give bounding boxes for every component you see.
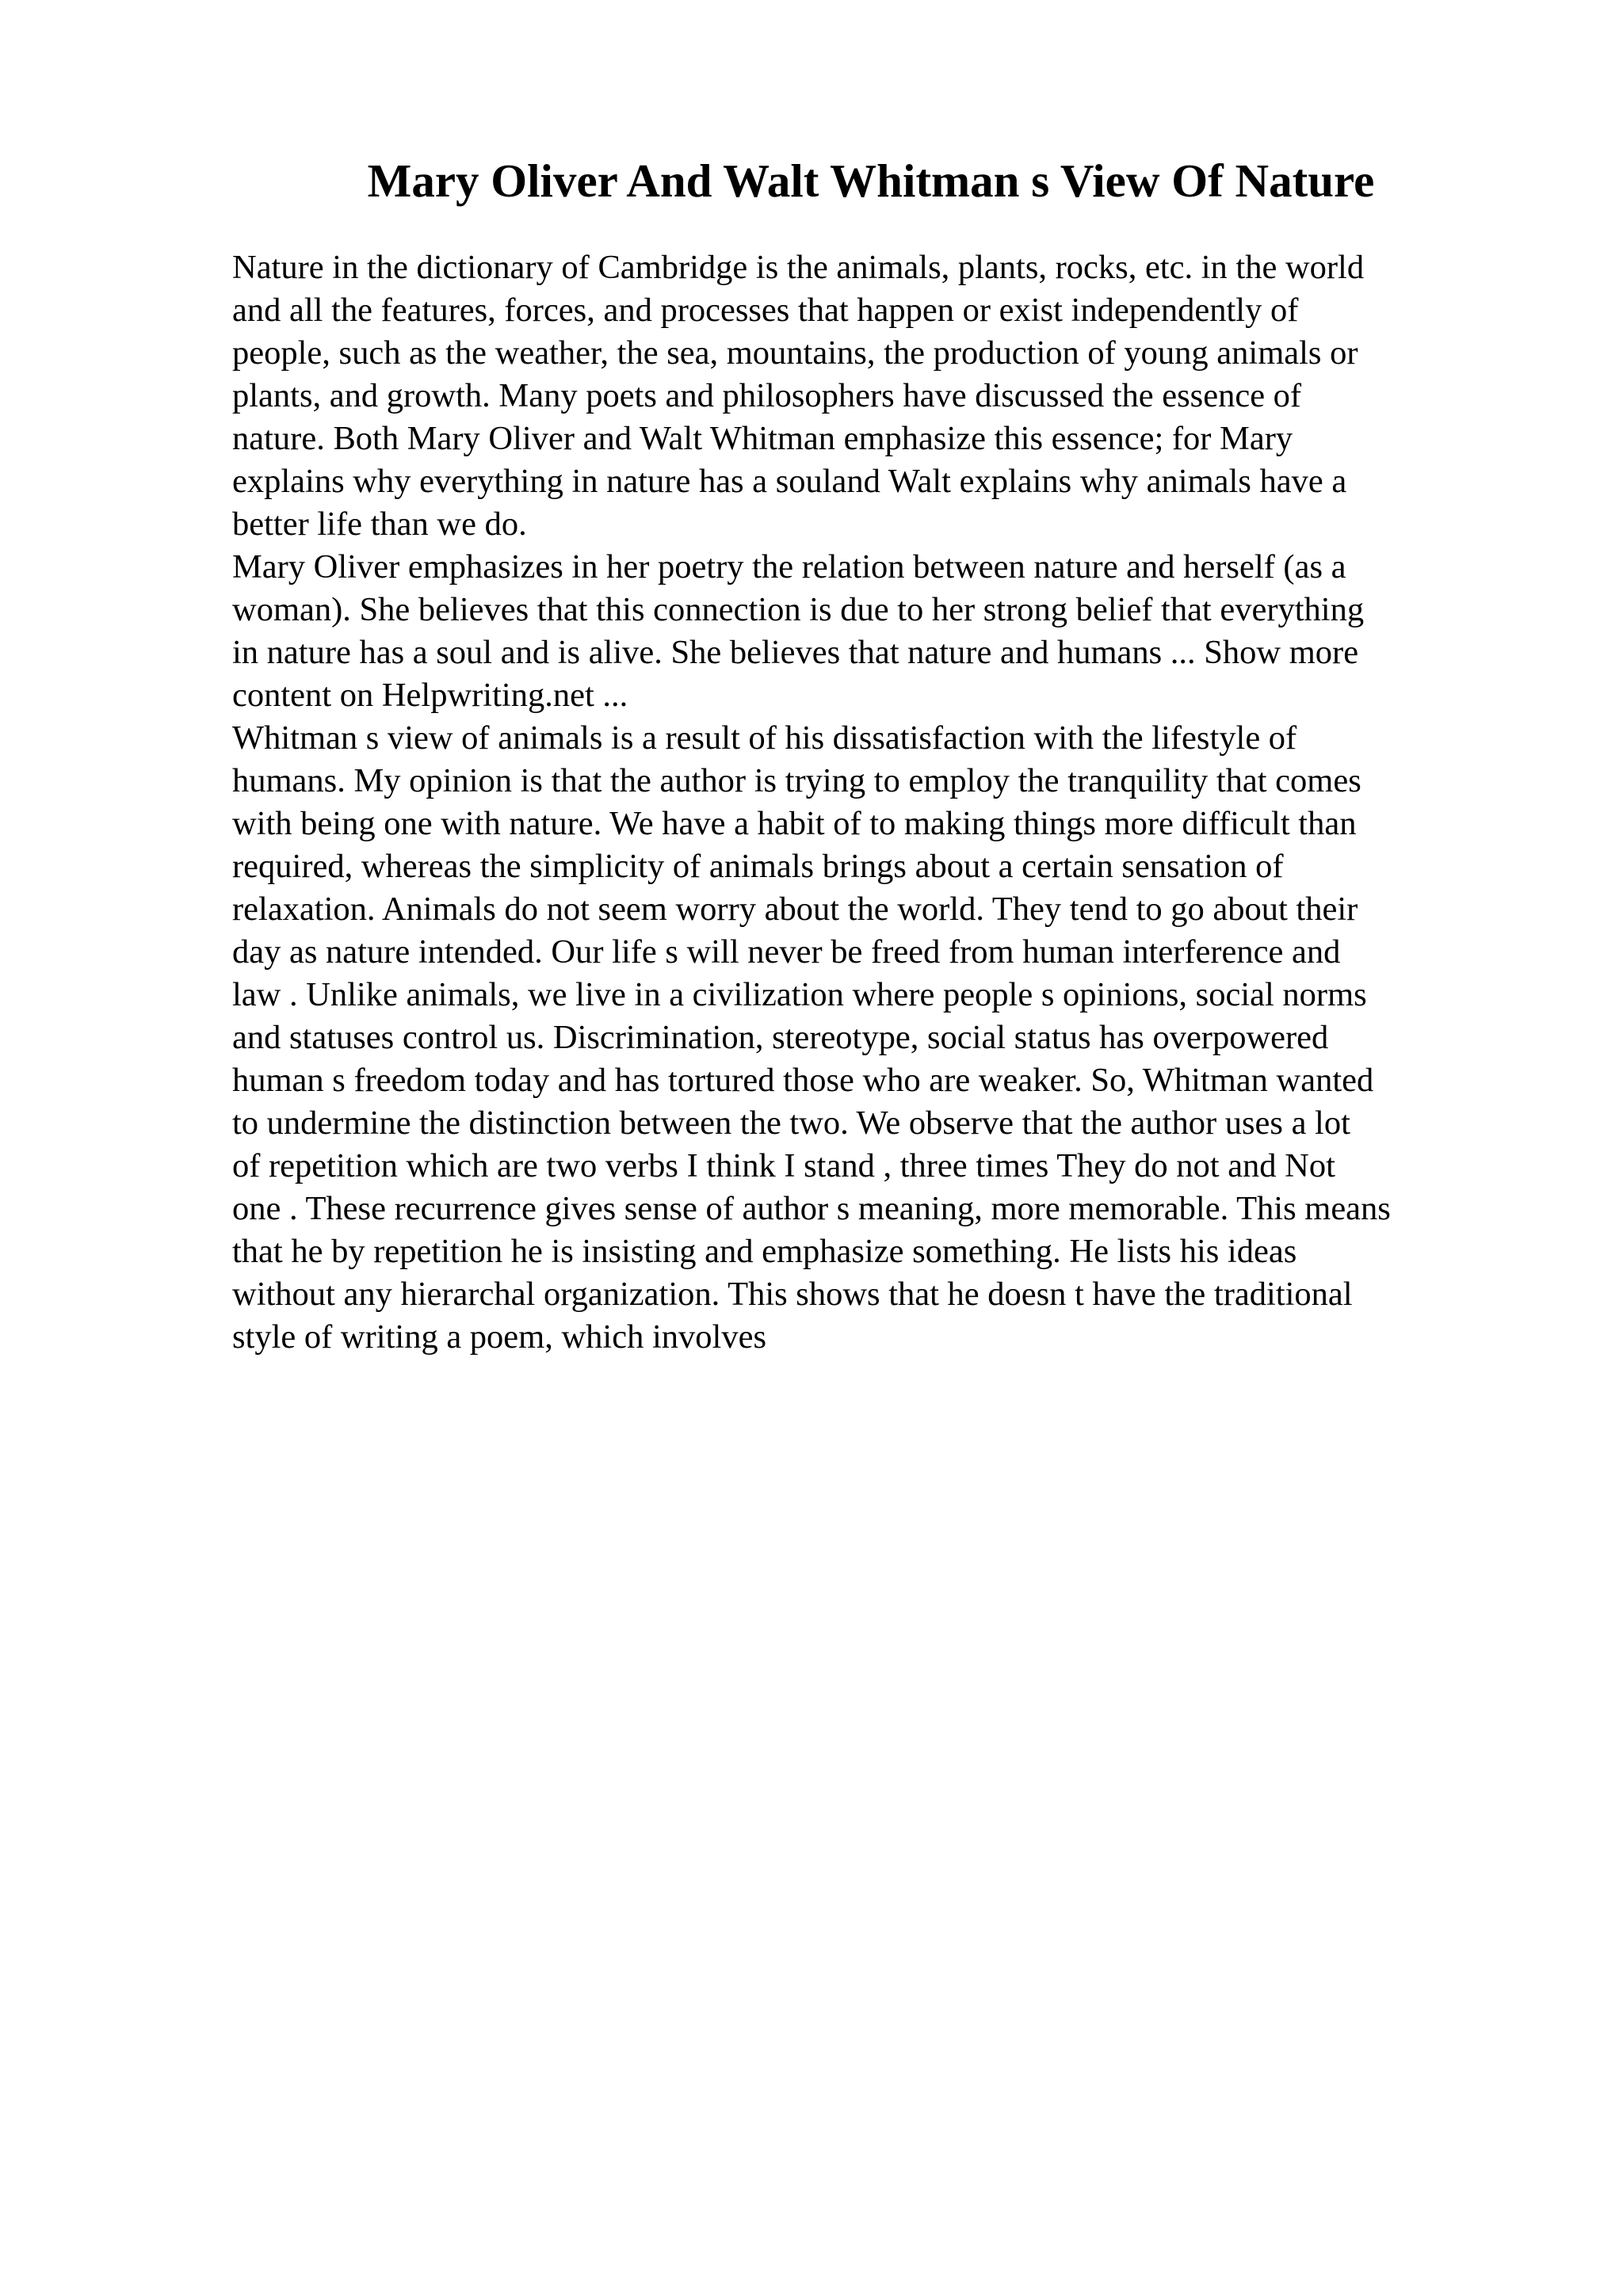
document-title: Mary Oliver And Walt Whitman s View Of Nature (367, 154, 1375, 207)
text-line: nature. Both Mary Oliver and Walt Whitman emphasize this essence; for Mary (232, 420, 1293, 457)
text-line: Mary Oliver emphasizes in her poetry the relation between nature and herself (as a (232, 548, 1346, 585)
text-line: woman). She believes that this connection is due to her strong belief that everything (232, 591, 1365, 628)
text-line: of repetition which are two verbs I think I stand , three times They do not and Not (232, 1147, 1335, 1184)
text-line: with being one with nature. We have a habit of to making things more difficult than (232, 805, 1357, 842)
text-line: law . Unlike animals, we live in a civilization where people s opinions, social norms (232, 976, 1367, 1013)
text-line: that he by repetition he is insisting and emphasize something. He lists his ideas (232, 1233, 1297, 1270)
text-line: human s freedom today and has tortured those who are weaker. So, Whitman wanted (232, 1062, 1374, 1099)
text-line: style of writing a poem, which involves (232, 1318, 766, 1356)
text-line: plants, and growth. Many poets and philosophers have discussed the essence of (232, 377, 1302, 414)
text-line: Whitman s view of animals is a result of his dissatisfaction with the lifestyle of (232, 719, 1297, 757)
text-line: humans. My opinion is that the author is trying to employ the tranquility that comes (232, 762, 1361, 799)
text-line: people, such as the weather, the sea, mountains, the production of young animals or (232, 334, 1358, 372)
text-line: Nature in the dictionary of Cambridge is the animals, plants, rocks, etc. in the world (232, 249, 1365, 286)
text-line: to undermine the distinction between the two. We observe that the author uses a lot (232, 1104, 1350, 1142)
text-line: and statuses control us. Discrimination, stereotype, social status has overpowered (232, 1019, 1329, 1056)
text-line: one . These recurrence gives sense of author s meaning, more memorable. This means (232, 1190, 1391, 1227)
text-line: better life than we do. (232, 505, 527, 543)
paragraph-3 (232, 717, 1516, 1359)
document-body (232, 246, 1516, 1359)
text-line: without any hierarchal organization. This shows that he doesn t have the traditional (232, 1276, 1353, 1313)
text-line: content on Helpwriting.net ... (232, 677, 628, 714)
text-line: explains why everything in nature has a souland Walt explains why animals have a (232, 463, 1347, 500)
text-line: required, whereas the simplicity of animals brings about a certain sensation of (232, 848, 1284, 885)
text-line: and all the features, forces, and processes that happen or exist independently of (232, 292, 1299, 329)
text-line: relaxation. Animals do not seem worry about the world. They tend to go about their (232, 891, 1358, 928)
paragraph-2 (232, 546, 1516, 717)
text-line: in nature has a soul and is alive. She believes that nature and humans ... Show more (232, 634, 1359, 671)
text-line: day as nature intended. Our life s will never be freed from human interference and (232, 933, 1341, 971)
paragraph-1 (232, 246, 1516, 546)
